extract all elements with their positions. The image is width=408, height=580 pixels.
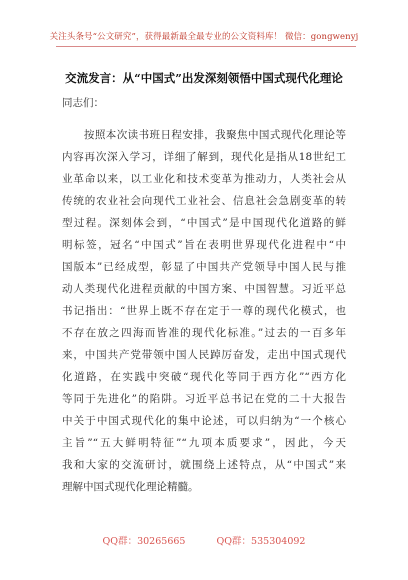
footer-qq-group-1: QQ群：30265665 <box>102 536 186 547</box>
body-line: 业革命以来，以工业化和技术变革为推动力，人类社会从 <box>62 173 346 185</box>
body-line: 动人类现代化进程贡献的中国方案、中国智慧。习近平总 <box>62 283 346 295</box>
body-line: 理解中国式现代化理论精髓。 <box>62 481 199 493</box>
body-line: 明标签，冠名“中国式”旨在表明世界现代化进程中“中 <box>62 239 346 251</box>
footer-contact <box>0 533 408 547</box>
document-greeting: 同志们： <box>62 97 104 109</box>
body-line: 等同于先进化”的陷阱。习近平总书记在党的二十大报告 <box>62 393 346 405</box>
body-line: 中关于中国式现代化的集中论述，可以归纳为“一个核心 <box>62 415 346 427</box>
body-line: 来，中国共产党带领中国人民踔厉奋发，走出中国式现代 <box>62 349 346 361</box>
body-line: 不存在放之四海而皆准的现代化标准。”过去的一百多年 <box>62 327 346 339</box>
body-line: 化道路，在实践中突破“现代化等同于西方化”“西方化 <box>62 371 346 383</box>
document-title: 交流发言：从“中国式”出发深刻领悟中国式现代化理论 <box>65 71 343 85</box>
body-line: 主旨”“五大鲜明特征”“九项本质要求”，因此，今天 <box>62 437 346 449</box>
body-line: 传统的农业社会向现代工业社会、信息社会急剧变革的转 <box>62 195 346 207</box>
header-promo-note: 关注头条号“公文研究”，获得最新最全最专业的公文资料库！ 微信：gongwenyj <box>49 32 359 42</box>
body-line: 按照本次读书班日程安排，我聚焦中国式现代化理论等 <box>62 129 346 141</box>
body-line: 型过程。深刻体会到，“中国式”是中国现代化道路的鲜 <box>62 217 346 229</box>
body-line: 我和大家的交流研讨，就围绕上述特点，从“中国式”来 <box>62 459 346 471</box>
document-body <box>62 124 346 498</box>
body-line: 书记指出：“世界上既不存在定于一尊的现代化模式，也 <box>62 305 346 317</box>
header-divider <box>56 46 356 47</box>
footer-qq-group-2: QQ群：535304092 <box>216 536 306 547</box>
body-line: 国版本”已经成型，彰显了中国共产党领导中国人民与推 <box>62 261 346 273</box>
body-line: 内容再次深入学习，详细了解到，现代化是指从18世纪工 <box>62 151 346 163</box>
